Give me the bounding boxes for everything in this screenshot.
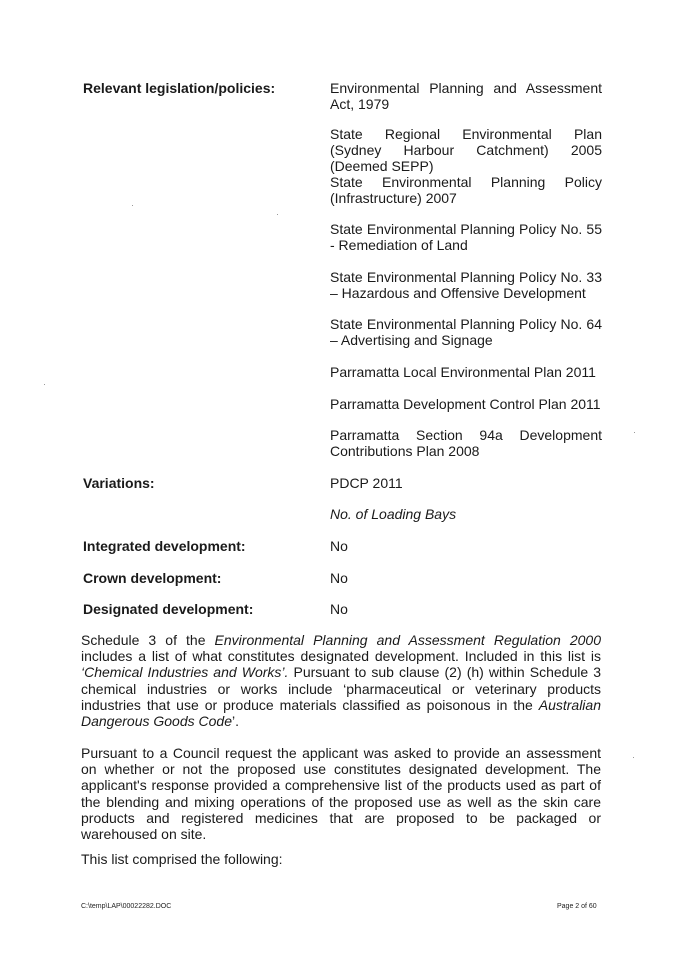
text-run: includes a list of what constitutes designated development. Included in this list is	[81, 648, 601, 665]
legislation-item: State Environmental Planning Policy (Infrastructure) 2007	[330, 174, 602, 206]
footer-page-number: Page 2 of 60	[557, 903, 597, 910]
designated-label: Designated development:	[83, 601, 254, 617]
footer-file-path: C:\temp\LAP\00022282.DOC	[81, 903, 172, 910]
regulation-title: Environmental Planning and Assessment Regulation 2000	[214, 632, 601, 648]
crown-value: No	[330, 570, 348, 586]
legislation-item: Parramatta Section 94a Development Contributions Plan 2008	[330, 427, 602, 459]
text-run: Pursuant to sub clause (2) (h) within Schedule 3 chemical industries or works include ‘pharmaceutical or veterinary products industries that use or produce materials classified as poisonous in the	[81, 664, 601, 713]
variations-detail: No. of Loading Bays	[330, 506, 457, 522]
scan-speck	[277, 214, 278, 215]
legislation-label: Relevant legislation/policies:	[83, 80, 276, 96]
scan-speck	[132, 205, 133, 206]
legislation-item: State Environmental Planning Policy No. 64 – Advertising and Signage	[330, 316, 602, 348]
integrated-value: No	[330, 538, 348, 554]
scan-speck	[634, 432, 635, 433]
legislation-item: Parramatta Development Control Plan 2011	[330, 396, 601, 412]
legislation-item: State Environmental Planning Policy No. 33 – Hazardous and Offensive Development	[330, 269, 602, 301]
designated-value: No	[330, 601, 348, 617]
legislation-item: State Environmental Planning Policy No. 55 - Remediation of Land	[330, 221, 602, 253]
crown-label: Crown development:	[83, 570, 222, 586]
legislation-item: State Regional Environmental Plan (Sydney Harbour Catchment) 2005 (Deemed SEPP)	[330, 126, 602, 174]
variations-value: PDCP 2011	[330, 475, 403, 491]
assessment-paragraph: Pursuant to a Council request the applicant was asked to provide an assessment on whether or not the proposed use constitutes designated development. The applicant's response provided a comprehensive list of the products used as part of the blending and mixing operations of the proposed use as well as the skin care products and registered medicines that are proposed to be packaged or warehoused on site.	[81, 745, 601, 843]
designated-paragraph	[81, 632, 601, 729]
legislation-item: Parramatta Local Environmental Plan 2011	[330, 364, 596, 380]
legislation-item: Environmental Planning and Assessment Act, 1979	[330, 80, 602, 112]
integrated-label: Integrated development:	[83, 538, 246, 554]
scan-speck	[633, 757, 634, 758]
text-run: Schedule 3 of the	[81, 632, 215, 648]
scan-speck	[44, 384, 45, 385]
code-title: Australian Dangerous Goods Code	[81, 696, 601, 730]
variations-label: Variations:	[83, 475, 155, 491]
text-run: ’.	[232, 713, 239, 730]
list-intro: This list comprised the following:	[81, 851, 283, 867]
list-item-title: ‘Chemical Industries and Works’.	[81, 664, 289, 681]
